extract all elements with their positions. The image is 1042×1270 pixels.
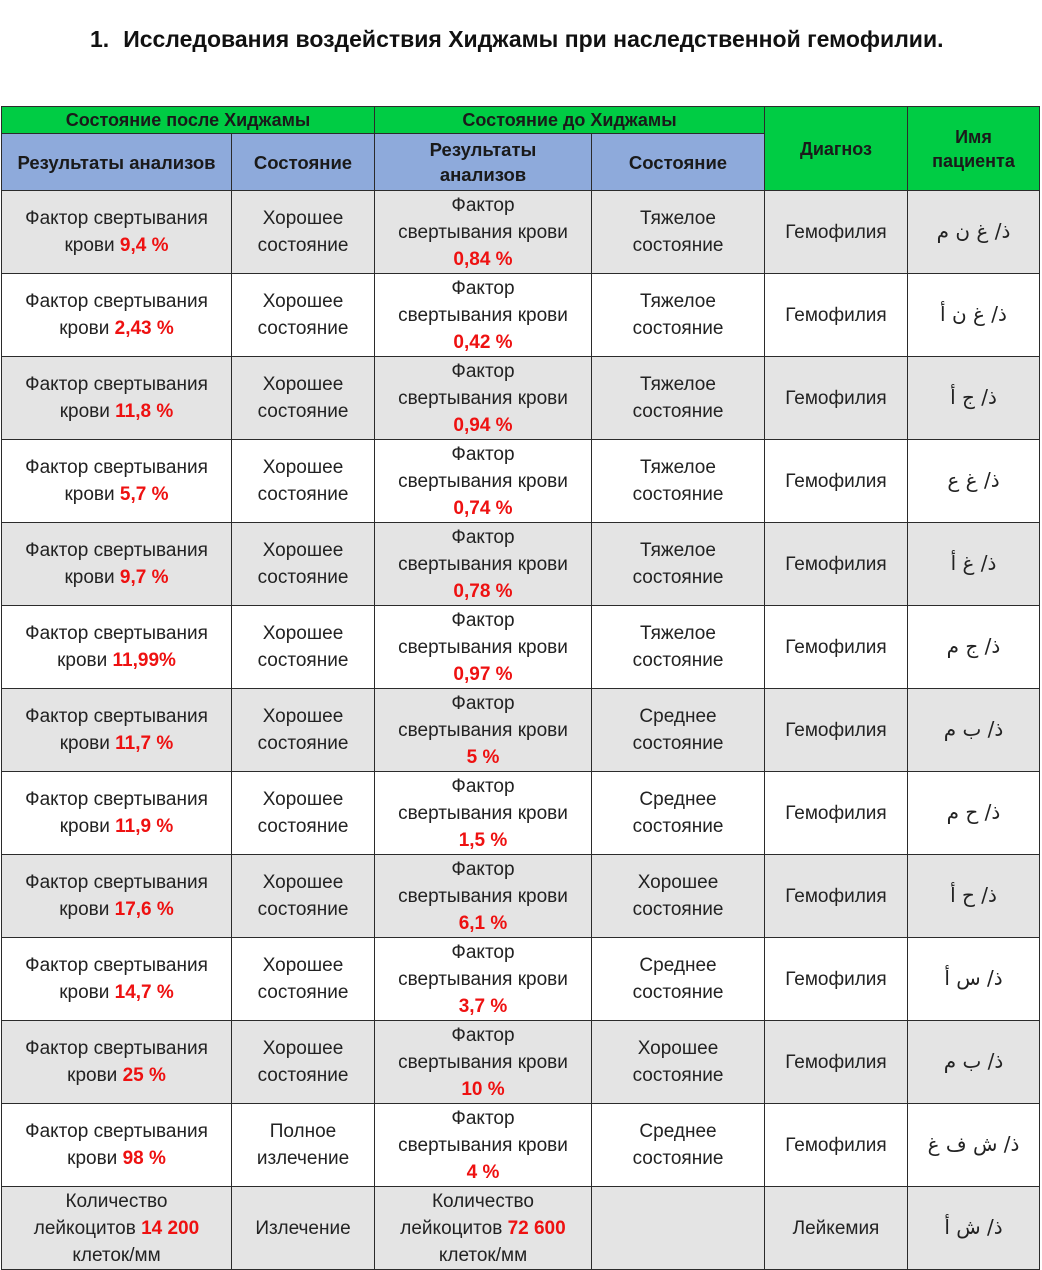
diagnosis-cell xyxy=(765,606,908,689)
before-state-cell xyxy=(592,938,765,1021)
before-state-cell xyxy=(592,523,765,606)
after-result-prefix: крови xyxy=(59,982,115,1003)
header-group-after: Состояние после Хиджамы xyxy=(2,107,375,134)
before-result-line3: клеток/мм xyxy=(438,1244,528,1266)
header-group-before: Состояние до Хиджамы xyxy=(375,107,765,134)
after-state-line1: Полное xyxy=(269,1121,337,1142)
before-result-line1: Количество xyxy=(431,1190,535,1212)
before-result-value: 4 % xyxy=(466,1161,500,1183)
table-row xyxy=(2,855,1040,938)
page-title xyxy=(90,26,943,53)
before-state-line1: Тяжелое xyxy=(640,623,716,644)
after-results-cell xyxy=(2,938,232,1021)
before-state-cell xyxy=(592,1104,765,1187)
before-state-line2: состояние xyxy=(632,899,724,920)
before-result-line2: свертывания крови xyxy=(398,968,568,990)
before-state-cell xyxy=(592,1187,765,1270)
after-result-value: 9,7 % xyxy=(119,567,169,588)
table-row xyxy=(2,1104,1040,1187)
diagnosis-cell xyxy=(765,440,908,523)
after-results-cell xyxy=(2,523,232,606)
before-results-cell xyxy=(375,1187,592,1270)
after-state-line1: Хорошее xyxy=(262,291,344,312)
after-result-value: 11,9 % xyxy=(115,816,174,837)
patient-name-cell xyxy=(908,606,1040,689)
after-state-cell xyxy=(232,1021,375,1104)
patient-name: ذ/ ب م xyxy=(943,717,1004,741)
before-result-line1: Фактор xyxy=(451,941,515,963)
after-result-line1: Фактор свертывания xyxy=(25,540,208,561)
diagnosis-text: Гемофилия xyxy=(785,470,887,492)
header-name-line2: пациента xyxy=(932,150,1015,171)
patient-name-cell xyxy=(908,855,1040,938)
after-result-value: 11,99% xyxy=(112,650,176,671)
header-before-state: Состояние xyxy=(592,134,765,191)
diagnosis-text: Лейкемия xyxy=(792,1217,880,1239)
before-state-line2: состояние xyxy=(632,235,724,256)
before-result-value: 0,97 % xyxy=(453,663,513,685)
after-state-cell xyxy=(232,191,375,274)
before-state-line1: Тяжелое xyxy=(640,457,716,478)
after-state-line2: состояние xyxy=(257,235,349,256)
table-row xyxy=(2,274,1040,357)
header-patient-name xyxy=(908,107,1040,191)
before-state-line1: Хорошее xyxy=(637,1038,719,1059)
before-state-line1: Среднее xyxy=(639,955,717,976)
after-result-value: 11,7 % xyxy=(115,733,174,754)
after-result-line1: Фактор свертывания xyxy=(25,1121,208,1142)
before-result-value: 0,84 % xyxy=(453,248,513,270)
after-state-line1: Хорошее xyxy=(262,955,344,976)
table-row xyxy=(2,440,1040,523)
after-state-cell xyxy=(232,938,375,1021)
before-result-line2: свертывания крови xyxy=(398,470,568,492)
before-state-line2: состояние xyxy=(632,1065,724,1086)
before-results-cell xyxy=(375,523,592,606)
patient-name-cell xyxy=(908,1021,1040,1104)
before-state-cell xyxy=(592,274,765,357)
after-state-line1: Излечение xyxy=(255,1217,351,1239)
after-results-cell xyxy=(2,689,232,772)
table-row xyxy=(2,523,1040,606)
after-result-prefix: крови xyxy=(59,318,115,339)
before-result-line2: свертывания крови xyxy=(398,1051,568,1073)
before-state-cell xyxy=(592,772,765,855)
before-state-line1: Среднее xyxy=(639,789,717,810)
before-result-line1: Фактор xyxy=(451,609,515,631)
after-result-prefix: крови xyxy=(64,567,120,588)
before-state-line2: состояние xyxy=(632,733,724,754)
before-state-line1: Тяжелое xyxy=(640,374,716,395)
after-result-line1: Фактор свертывания xyxy=(25,208,208,229)
header-after-results: Результаты анализов xyxy=(2,134,232,191)
before-state-line1: Среднее xyxy=(639,1121,717,1142)
diagnosis-text: Гемофилия xyxy=(785,1134,887,1156)
after-state-line2: состояние xyxy=(257,484,349,505)
diagnosis-text: Гемофилия xyxy=(785,719,887,741)
after-results-cell xyxy=(2,357,232,440)
before-state-cell xyxy=(592,855,765,938)
table-row xyxy=(2,357,1040,440)
before-result-line1: Фактор xyxy=(451,858,515,880)
before-result-line1: Фактор xyxy=(451,1107,515,1129)
before-result-line1: Фактор xyxy=(451,775,515,797)
diagnosis-cell xyxy=(765,357,908,440)
after-result-value: 5,7 % xyxy=(119,484,169,505)
after-state-line1: Хорошее xyxy=(262,208,344,229)
diagnosis-cell xyxy=(765,523,908,606)
after-result-value: 9,4 % xyxy=(119,235,169,256)
after-state-line2: состояние xyxy=(257,982,349,1003)
patient-name-cell xyxy=(908,274,1040,357)
after-state-line2: состояние xyxy=(257,1065,349,1086)
patient-name: ذ/ ج أ xyxy=(950,385,997,409)
after-result-line1: Фактор свертывания xyxy=(25,706,208,727)
before-state-line2: состояние xyxy=(632,318,724,339)
header-before-results-line1: Результаты xyxy=(429,139,537,160)
before-result-line2: свертывания крови xyxy=(398,387,568,409)
before-results-cell xyxy=(375,191,592,274)
table-row xyxy=(2,606,1040,689)
after-result-prefix: крови xyxy=(59,733,116,754)
before-results-cell xyxy=(375,1021,592,1104)
after-state-cell xyxy=(232,689,375,772)
before-result-line1: Фактор xyxy=(451,526,515,548)
diagnosis-text: Гемофилия xyxy=(785,1051,887,1073)
patient-name: ذ/ ح م xyxy=(946,800,1001,824)
after-result-line1: Количество xyxy=(65,1190,168,1212)
before-result-value: 3,7 % xyxy=(458,995,508,1017)
before-result-line2: свертывания крови xyxy=(398,1134,568,1156)
patient-name-cell xyxy=(908,1104,1040,1187)
header-before-results xyxy=(375,134,592,191)
after-result-prefix: крови xyxy=(64,235,120,256)
after-state-line1: Хорошее xyxy=(262,540,344,561)
after-results-cell xyxy=(2,440,232,523)
patient-name: ذ/ غ ن أ xyxy=(940,302,1007,326)
patient-name: ذ/ ح أ xyxy=(950,883,997,907)
before-result-value: 0,78 % xyxy=(453,580,513,602)
title-text: Исследования воздействия Хиджамы при наследственной гемофилии. xyxy=(123,26,944,52)
after-state-line1: Хорошее xyxy=(262,374,344,395)
after-state-cell xyxy=(232,606,375,689)
before-state-line1: Тяжелое xyxy=(640,208,716,229)
before-state-line1: Тяжелое xyxy=(640,291,716,312)
before-results-cell xyxy=(375,274,592,357)
before-result-value: 0,94 % xyxy=(453,414,513,436)
after-state-line1: Хорошее xyxy=(262,1038,344,1059)
before-state-line2: состояние xyxy=(632,816,724,837)
before-result-line2: свертывания крови xyxy=(398,553,568,575)
after-state-line2: состояние xyxy=(257,318,349,339)
after-result-line1: Фактор свертывания xyxy=(25,457,208,478)
diagnosis-cell xyxy=(765,772,908,855)
after-result-value: 14,7 % xyxy=(114,982,174,1003)
table-row xyxy=(2,1021,1040,1104)
before-state-cell xyxy=(592,357,765,440)
after-result-value: 25 % xyxy=(122,1065,166,1086)
before-state-line2: состояние xyxy=(632,401,724,422)
before-results-cell xyxy=(375,689,592,772)
after-results-cell xyxy=(2,1104,232,1187)
after-state-cell xyxy=(232,1104,375,1187)
after-state-cell xyxy=(232,274,375,357)
header-diagnosis: Диагноз xyxy=(765,107,908,191)
diagnosis-text: Гемофилия xyxy=(785,885,887,907)
before-state-line1: Хорошее xyxy=(637,872,719,893)
diagnosis-cell xyxy=(765,855,908,938)
before-results-cell xyxy=(375,1104,592,1187)
after-result-prefix: крови xyxy=(67,1148,123,1169)
after-state-line1: Хорошее xyxy=(262,623,344,644)
patient-name: ذ/ غ ن م xyxy=(936,219,1011,243)
after-results-cell xyxy=(2,274,232,357)
after-result-line1: Фактор свертывания xyxy=(25,374,208,395)
before-result-line2: свертывания крови xyxy=(398,221,568,243)
before-results-cell xyxy=(375,440,592,523)
after-result-value: 2,43 % xyxy=(114,318,174,339)
after-results-cell xyxy=(2,855,232,938)
after-result-prefix: крови xyxy=(59,816,116,837)
patient-name-cell xyxy=(908,191,1040,274)
after-results-cell xyxy=(2,1021,232,1104)
results-table xyxy=(1,106,1040,1270)
patient-name-cell xyxy=(908,772,1040,855)
before-result-line2: свертывания крови xyxy=(398,885,568,907)
before-state-cell xyxy=(592,606,765,689)
before-state-cell xyxy=(592,191,765,274)
patient-name: ذ/ ب م xyxy=(943,1049,1004,1073)
before-result-line1: Фактор xyxy=(451,1024,515,1046)
diagnosis-cell xyxy=(765,274,908,357)
patient-name-cell xyxy=(908,1187,1040,1270)
after-state-line2: излечение xyxy=(256,1148,350,1169)
diagnosis-text: Гемофилия xyxy=(785,802,887,824)
before-results-cell xyxy=(375,357,592,440)
after-result-prefix: крови xyxy=(59,899,115,920)
before-results-cell xyxy=(375,606,592,689)
diagnosis-cell xyxy=(765,1104,908,1187)
before-state-line2: состояние xyxy=(632,1148,724,1169)
after-result-line1: Фактор свертывания xyxy=(25,955,208,976)
diagnosis-text: Гемофилия xyxy=(785,387,887,409)
after-result-value: 11,8 % xyxy=(115,401,174,422)
before-result-line1: Фактор xyxy=(451,692,515,714)
before-state-line1: Среднее xyxy=(639,706,717,727)
after-result-line1: Фактор свертывания xyxy=(25,623,208,644)
after-result-line1: Фактор свертывания xyxy=(25,1038,208,1059)
before-result-line1: Фактор xyxy=(451,277,515,299)
after-result-prefix: крови xyxy=(57,650,113,671)
before-result-line2: свертывания крови xyxy=(398,304,568,326)
before-results-cell xyxy=(375,855,592,938)
after-state-cell xyxy=(232,357,375,440)
after-state-line1: Хорошее xyxy=(262,789,344,810)
after-result-value: 98 % xyxy=(122,1148,166,1169)
diagnosis-cell xyxy=(765,938,908,1021)
diagnosis-text: Гемофилия xyxy=(785,553,887,575)
before-result-prefix: лейкоцитов xyxy=(400,1217,508,1239)
title-number: 1. xyxy=(90,26,110,52)
diagnosis-cell xyxy=(765,1021,908,1104)
diagnosis-text: Гемофилия xyxy=(785,968,887,990)
before-result-line2: свертывания крови xyxy=(398,636,568,658)
after-state-line2: состояние xyxy=(257,401,349,422)
after-results-cell xyxy=(2,772,232,855)
diagnosis-cell xyxy=(765,1187,908,1270)
patient-name: ذ/ ش أ xyxy=(944,1215,1003,1239)
after-results-cell xyxy=(2,606,232,689)
before-results-cell xyxy=(375,772,592,855)
after-results-cell xyxy=(2,1187,232,1270)
before-state-cell xyxy=(592,689,765,772)
before-result-line2: свертывания крови xyxy=(398,719,568,741)
patient-name-cell xyxy=(908,938,1040,1021)
after-state-cell xyxy=(232,523,375,606)
before-result-value: 10 % xyxy=(461,1078,505,1100)
after-result-value: 17,6 % xyxy=(114,899,174,920)
diagnosis-text: Гемофилия xyxy=(785,221,887,243)
before-result-value: 1,5 % xyxy=(458,829,508,851)
after-results-cell xyxy=(2,191,232,274)
before-result-value: 72 600 xyxy=(507,1217,566,1239)
table-row xyxy=(2,689,1040,772)
after-result-prefix: лейкоцитов xyxy=(33,1217,142,1239)
after-state-line2: состояние xyxy=(257,899,349,920)
before-state-line1: Тяжелое xyxy=(640,540,716,561)
before-result-value: 0,74 % xyxy=(453,497,513,519)
after-state-line2: состояние xyxy=(257,650,349,671)
before-result-line1: Фактор xyxy=(451,360,515,382)
patient-name-cell xyxy=(908,523,1040,606)
after-state-line1: Хорошее xyxy=(262,706,344,727)
before-state-line2: состояние xyxy=(632,650,724,671)
patient-name: ذ/ غ أ xyxy=(950,551,997,575)
after-state-line2: состояние xyxy=(257,816,349,837)
before-state-cell xyxy=(592,440,765,523)
before-result-line2: свертывания крови xyxy=(398,802,568,824)
diagnosis-cell xyxy=(765,689,908,772)
after-state-cell xyxy=(232,855,375,938)
after-result-line3: клеток/мм xyxy=(72,1244,161,1266)
before-result-value: 6,1 % xyxy=(458,912,508,934)
after-result-prefix: крови xyxy=(59,401,116,422)
patient-name-cell xyxy=(908,440,1040,523)
before-results-cell xyxy=(375,938,592,1021)
diagnosis-cell xyxy=(765,191,908,274)
table-row xyxy=(2,938,1040,1021)
after-result-prefix: крови xyxy=(67,1065,123,1086)
before-state-line2: состояние xyxy=(632,567,724,588)
patient-name: ذ/ ش ف غ xyxy=(927,1132,1020,1156)
before-state-cell xyxy=(592,1021,765,1104)
after-state-cell xyxy=(232,440,375,523)
after-state-line1: Хорошее xyxy=(262,872,344,893)
before-result-line1: Фактор xyxy=(451,443,515,465)
patient-name: ذ/ ج م xyxy=(946,634,1001,658)
before-result-value: 5 % xyxy=(466,746,500,768)
table-row xyxy=(2,772,1040,855)
after-result-line1: Фактор свертывания xyxy=(25,291,208,312)
after-state-line2: состояние xyxy=(257,733,349,754)
patient-name: ذ/ غ ع xyxy=(947,468,1000,492)
before-state-line2: состояние xyxy=(632,982,724,1003)
patient-name: ذ/ س أ xyxy=(944,966,1003,990)
table-row xyxy=(2,1187,1040,1270)
before-state-line2: состояние xyxy=(632,484,724,505)
table-row xyxy=(2,191,1040,274)
header-after-state: Состояние xyxy=(232,134,375,191)
after-state-line1: Хорошее xyxy=(262,457,344,478)
after-state-cell xyxy=(232,1187,375,1270)
after-result-line1: Фактор свертывания xyxy=(25,872,208,893)
header-name-line1: Имя xyxy=(955,126,992,147)
before-result-value: 0,42 % xyxy=(453,331,513,353)
after-state-cell xyxy=(232,772,375,855)
after-result-line1: Фактор свертывания xyxy=(25,789,208,810)
diagnosis-text: Гемофилия xyxy=(785,304,887,326)
after-result-value: 14 200 xyxy=(141,1217,200,1239)
after-state-line2: состояние xyxy=(257,567,349,588)
patient-name-cell xyxy=(908,689,1040,772)
after-result-prefix: крови xyxy=(64,484,120,505)
diagnosis-text: Гемофилия xyxy=(785,636,887,658)
patient-name-cell xyxy=(908,357,1040,440)
header-before-results-line2: анализов xyxy=(439,164,527,185)
before-result-line1: Фактор xyxy=(451,194,515,216)
